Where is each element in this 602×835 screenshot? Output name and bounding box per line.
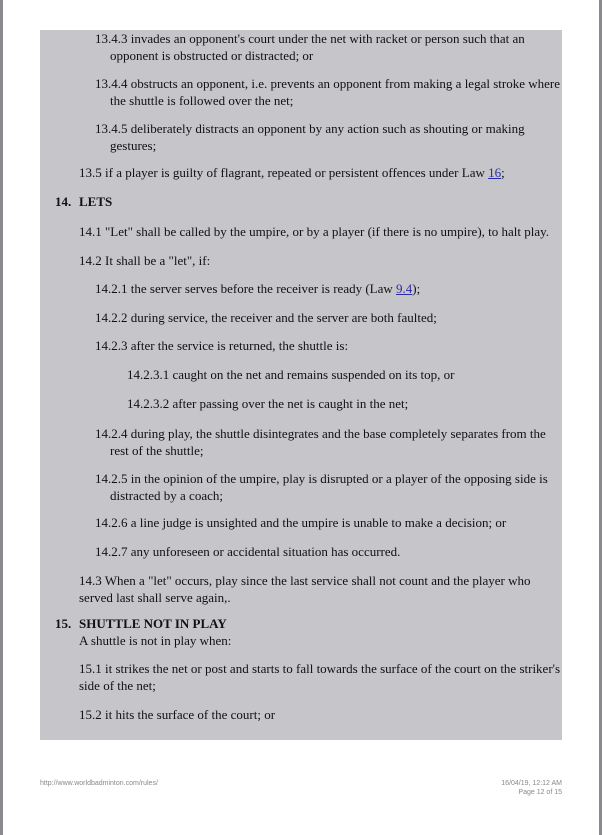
rule-14-2-1 [95, 280, 420, 297]
rule-text-end: ; [501, 165, 505, 180]
rule-14-1: 14.1 "Let" shall be called by the umpire, or by a player (if there is no umpire), to halt play. [79, 224, 550, 239]
section-15-number: 15. [55, 616, 72, 631]
rule-14-3-cont: served last shall serve again,. [79, 590, 231, 605]
law-9-4-link[interactable]: 9.4 [396, 281, 413, 296]
section-14-number: 14. [55, 194, 72, 209]
rule-14-2-3-2: 14.2.3.2 after passing over the net is caught in the net; [127, 396, 409, 411]
rule-14-2-7: 14.2.7 any unforeseen or accidental situation has occurred. [95, 544, 401, 559]
rule-13-4-5-cont: gestures; [110, 138, 157, 153]
rule-14-2-6: 14.2.6 a line judge is unsighted and the umpire is unable to make a decision; or [95, 515, 507, 530]
rule-13-4-5: 13.4.5 deliberately distracts an opponent by any action such as shouting or making [95, 121, 525, 136]
section-15-intro: A shuttle is not in play when: [79, 633, 232, 648]
law-16-link[interactable]: 16 [488, 165, 502, 180]
rule-14-2-4: 14.2.4 during play, the shuttle disintegrates and the base completely separates from the [95, 426, 546, 441]
section-15-heading: SHUTTLE NOT IN PLAY [79, 616, 227, 631]
rule-13-5 [79, 164, 505, 181]
rule-14-2-5-cont: distracted by a coach; [110, 488, 223, 503]
rule-14-2-5: 14.2.5 in the opinion of the umpire, play is disrupted or a player of the opposing side is [95, 471, 548, 486]
rule-14-2-3-1: 14.2.3.1 caught on the net and remains suspended on its top, or [127, 367, 455, 382]
rule-14-3: 14.3 When a "let" occurs, play since the last service shall not count and the player who [79, 573, 531, 588]
viewer-edge-left [0, 0, 3, 835]
rule-14-2-4-cont: rest of the shuttle; [110, 443, 204, 458]
rule-13-4-4: 13.4.4 obstructs an opponent, i.e. prevents an opponent from making a legal stroke where [95, 76, 560, 91]
footer-datetime: 16/04/19, 12:12 AM [501, 780, 562, 787]
rule-text-end: ); [412, 281, 421, 296]
rule-14-2-3: 14.2.3 after the service is returned, the shuttle is: [95, 338, 349, 353]
rule-text: 14.2.1 the server serves before the receiver is ready (Law [95, 281, 397, 296]
rule-15-1-cont: side of the net; [79, 678, 156, 693]
rule-15-2: 15.2 it hits the surface of the court; or [79, 707, 276, 722]
footer-url: http://www.worldbadminton.com/rules/ [40, 780, 158, 787]
footer-page-number: Page 12 of 15 [518, 789, 562, 796]
rule-text: 13.5 if a player is guilty of flagrant, repeated or persistent offences under Law [79, 165, 489, 180]
rule-13-4-3-cont: opponent is obstructed or distracted; or [110, 48, 314, 63]
rule-13-4-3: 13.4.3 invades an opponent's court under the net with racket or person such that an [95, 31, 525, 46]
rule-14-2-2: 14.2.2 during service, the receiver and the server are both faulted; [95, 310, 437, 325]
rule-14-2: 14.2 It shall be a "let", if: [79, 253, 211, 268]
section-14-heading: LETS [79, 194, 113, 209]
rule-13-4-4-cont: the shuttle is followed over the net; [110, 93, 294, 108]
rule-15-1: 15.1 it strikes the net or post and starts to fall towards the surface of the court on the striker's [79, 661, 561, 676]
